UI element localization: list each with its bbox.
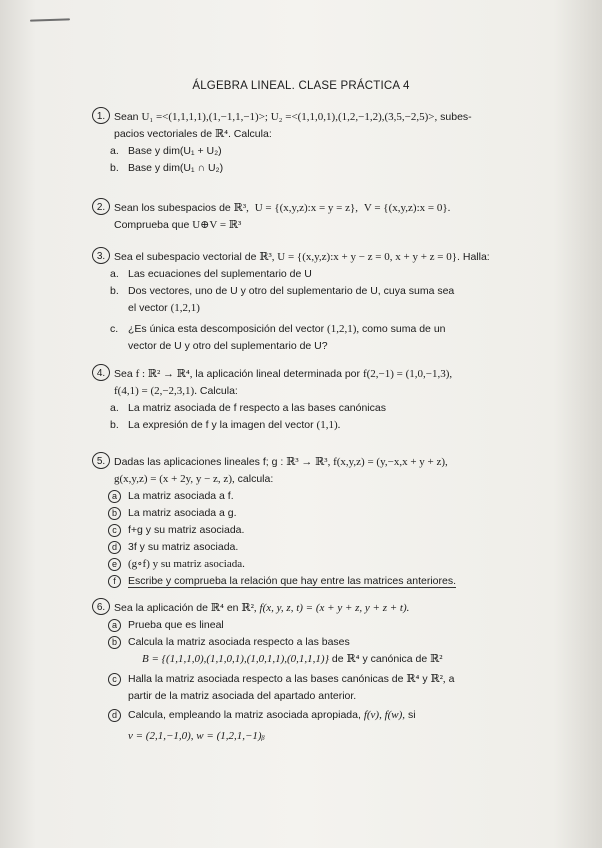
- math-expression: U = {(x,y,z):x = y = z},: [254, 202, 359, 214]
- exercise-text: Sean: [114, 111, 139, 123]
- exercise-text: calcula:: [237, 473, 274, 485]
- math-expression: v = (2,1,−1,0), w = (1,2,1,−1)ᵦ: [128, 730, 265, 742]
- exercise-number: 6.: [92, 598, 110, 615]
- item-label: b.: [110, 162, 119, 174]
- exercise-text: la aplicación lineal determinada por: [195, 368, 361, 380]
- item-label: b.: [110, 285, 119, 297]
- page-title: ÁLGEBRA LINEAL. CLASE PRÁCTICA 4: [192, 80, 410, 92]
- exercise-text: subes-: [440, 111, 472, 123]
- math-expression: ℝ²: [430, 653, 443, 665]
- item-text: 3f y su matriz asociada.: [128, 541, 239, 553]
- item-text: de: [331, 653, 344, 665]
- exercise-4: [92, 366, 452, 434]
- item-label: a.: [110, 268, 119, 280]
- math-expression: (1,2,1),: [327, 323, 360, 335]
- item-text: Dos vectores, uno de U y otro del suplementario de U, cuya suma sea: [128, 285, 455, 297]
- item-text: vector de U y otro del suplementario de U?: [128, 340, 328, 352]
- item-label: c.: [110, 323, 119, 335]
- math-expression: (1,1).: [316, 419, 341, 431]
- math-expression: U₁ =<(1,1,1,1),(1,−1,1,−1)>; U₂ =<(1,1,0,1),(1,2,−1,2),(3,5,−2,5)>,: [141, 111, 438, 123]
- item-label: d: [108, 709, 121, 722]
- item-text: y canónica de: [362, 653, 428, 665]
- item-text: Base y dim(U₁ + U₂): [128, 145, 222, 157]
- item-text: Las ecuaciones del suplementario de U: [128, 268, 312, 280]
- exercise-text: pacios vectoriales de: [114, 128, 213, 140]
- math-expression: ℝ⁴: [214, 128, 228, 140]
- math-expression: g(x,y,z) = (x + 2y, y − z, z),: [114, 473, 235, 485]
- exercise-5: [92, 454, 456, 590]
- item-label: c: [108, 673, 121, 686]
- math-expression: ℝ⁴: [406, 673, 420, 685]
- exercise-text: Dadas las aplicaciones lineales f; g :: [114, 456, 284, 468]
- math-expression: ℝ³ → ℝ³, f(x,y,z) = (y,−x,x + y + z),: [286, 456, 448, 468]
- exercise-number: 5.: [92, 452, 110, 469]
- exercise-text: Sea: [114, 368, 133, 380]
- exercise-number: 2.: [92, 198, 110, 215]
- item-text: si: [407, 709, 416, 721]
- math-expression: (1,2,1): [170, 302, 200, 314]
- item-label: b: [108, 507, 121, 520]
- item-text: a: [448, 673, 455, 685]
- item-label: b: [108, 636, 121, 649]
- math-expression: ℝ²,: [241, 602, 257, 614]
- item-text: Calcula, empleando la matriz asociada apropiada,: [128, 709, 361, 721]
- pen-mark: [30, 18, 70, 21]
- math-expression: f(x, y, z, t) = (x + y + z, y + z + t).: [259, 602, 410, 614]
- item-text: Halla la matriz asociada respecto a las bases canónicas de: [128, 673, 404, 685]
- exercise-text: Sea el subespacio vectorial de: [114, 251, 257, 263]
- math-expression: ℝ⁴: [210, 602, 224, 614]
- exercise-text: Calcula:: [199, 385, 238, 397]
- item-label: d: [108, 541, 121, 554]
- item-text: el vector: [128, 302, 168, 314]
- item-label: a: [108, 619, 121, 632]
- math-expression: ℝ²,: [430, 673, 446, 685]
- item-label: a.: [110, 145, 119, 157]
- item-text: La matriz asociada a f.: [128, 490, 234, 502]
- item-text: La matriz asociada de f respecto a las bases canónicas: [128, 402, 386, 414]
- math-expression: f(2,−1) = (1,0,−1,3),: [362, 368, 453, 380]
- math-expression: U⊕V = ℝ³: [192, 219, 242, 231]
- math-expression: ℝ⁴: [346, 653, 360, 665]
- item-text: Prueba que es lineal: [128, 619, 224, 631]
- item-text: y: [422, 673, 428, 685]
- item-label: b.: [110, 419, 119, 431]
- item-label: a: [108, 490, 121, 503]
- exercise-text: . Calcula:: [227, 128, 272, 140]
- exercise-number: 3.: [92, 247, 110, 264]
- math-expression: ℝ³, U = {(x,y,z):x + y − z = 0, x + y + z = 0}: [259, 251, 458, 263]
- exercise-number: 4.: [92, 364, 110, 381]
- exercise-number: 1.: [92, 107, 110, 124]
- exercise-text: Sea la aplicación de: [114, 602, 208, 614]
- item-text: Escribe y comprueba la relación que hay entre las matrices anteriores.: [128, 575, 456, 587]
- item-text: Calcula la matriz asociada respecto a las bases: [128, 636, 350, 648]
- item-text: La matriz asociada a g.: [128, 507, 237, 519]
- item-label: f: [108, 575, 121, 588]
- math-expression: V = {(x,y,z):x = 0}.: [363, 202, 451, 214]
- math-expression: f : ℝ² → ℝ⁴,: [135, 368, 193, 380]
- math-expression: ℝ³,: [233, 202, 249, 214]
- exercise-text: Comprueba que: [114, 219, 190, 231]
- item-text: ¿Es única esta descomposición del vector: [128, 323, 325, 335]
- exercise-3: [92, 249, 490, 355]
- item-label: e: [108, 558, 121, 571]
- item-label: a.: [110, 402, 119, 414]
- math-expression: f(v), f(w),: [363, 709, 406, 721]
- exercise-text: Sean los subespacios de: [114, 202, 231, 214]
- item-text: como suma de un: [362, 323, 446, 335]
- exercise-6: [92, 600, 454, 745]
- item-text: Base y dim(U₁ ∩ U₂): [128, 162, 224, 174]
- math-expression: f(4,1) = (2,−2,3,1).: [114, 385, 197, 397]
- item-text: f+g y su matriz asociada.: [128, 524, 245, 536]
- item-text: partir de la matriz asociada del apartado anterior.: [128, 690, 357, 702]
- item-text: La expresión de f y la imagen del vector: [128, 419, 314, 431]
- exercise-text: . Halla:: [457, 251, 490, 263]
- item-label: c: [108, 524, 121, 537]
- math-expression: B = {(1,1,1,0),(1,1,0,1),(1,0,1,1),(0,1,1,1)}: [142, 653, 329, 665]
- item-text: (g∘f) y su matriz asociada.: [128, 558, 245, 570]
- exercise-text: en: [226, 602, 239, 614]
- exercise-2: [92, 200, 450, 234]
- exercise-1: [92, 109, 472, 177]
